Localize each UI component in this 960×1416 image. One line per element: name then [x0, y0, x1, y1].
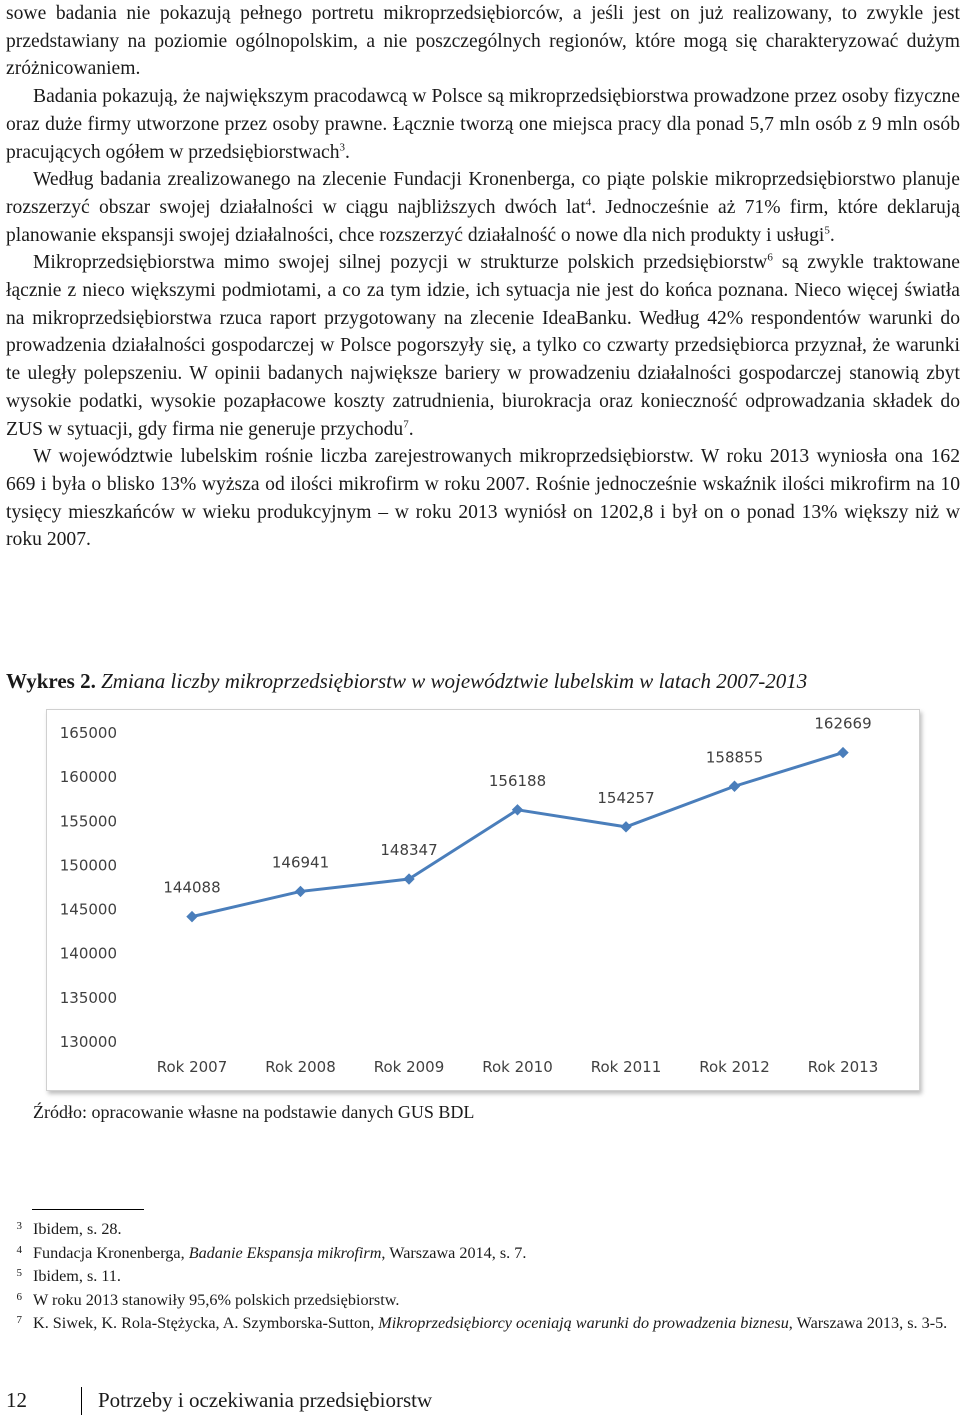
y-tick-label: 145000	[59, 900, 117, 919]
paragraph-2-text: Badania pokazują, że największym pracodawcą w Polsce są mikroprzedsiębiorstwa prowadzone przez osoby fizyczne oraz duże firmy utworzone przez osoby prawne. Łącznie tworzą one miejsca pracy dla ponad 5,7 mln osób z 9 mln osób pracujących ogółem w przedsiębiorstwach	[6, 86, 960, 163]
data-label: 158855	[705, 748, 764, 767]
body-text	[6, 0, 960, 554]
figure-label: Wykres 2.	[6, 669, 96, 693]
paragraph-1	[6, 0, 960, 83]
footnote-number: 4	[16, 1243, 22, 1256]
x-tick-label: Rok 2012	[699, 1058, 770, 1076]
data-point-marker	[187, 912, 197, 922]
footnote-7	[6, 1312, 960, 1336]
data-label: 156188	[488, 771, 547, 790]
page-footer	[6, 1385, 906, 1415]
data-label: 146941	[271, 853, 330, 872]
y-tick-label: 130000	[59, 1033, 117, 1051]
y-tick-label: 165000	[59, 724, 117, 742]
footnote-ref-3: 3	[339, 140, 346, 153]
footnote-title: Badanie Ekspansja mikrofirm	[188, 1243, 382, 1262]
footnote-number: 5	[16, 1267, 22, 1279]
paragraph-3	[6, 166, 960, 249]
x-tick-label: Rok 2011	[590, 1058, 662, 1076]
data-label: 162669	[814, 714, 872, 733]
paragraph-4-text-a: Mikroprzedsiębiorstwa mimo swojej silnej pozycji w strukturze polskich przedsiębiorstw	[33, 252, 768, 274]
footnote-text: Ibidem, s. 11.	[33, 1267, 121, 1285]
data-point-marker	[838, 748, 848, 758]
footnote-ref-6: 6	[767, 251, 773, 264]
paragraph-4-text-b: są zwykle traktowane łącznie z nieco większymi podmiotami, a co za tym idzie, ich sytuacja nie jest do końca poznana. Nieco więcej światła na mikroprzedsiębiorstwa rzuca raport przygotowany na zlecenie IdeaBanku. Według 42% respondentów warunki do prowadzenia działalności gospodarczej w Polsce pogorszyły się, a tylko co czwarty przedsiębiorca przyznał, że warunki te uległy polepszeniu. W opinii badanych największe bariery w prowadzeniu działalności gospodarczej stanowią zbyt wysokie podatki, wysokie pozapłacowe koszty zatrudnienia, biurokracja oraz konieczność odprowadzania składek do ZUS w sytuacji, gdy firma nie generuje przychodu	[6, 252, 960, 440]
paragraph-3-text-a: Według badania zrealizowanego na zlecenie Fundacji Kronenberga, co piąte polskie mikroprzedsiębiorstwo planuje rozszerzyć obszar swojej działalności w ciągu najbliższych dwóch lat	[6, 169, 960, 218]
data-point-marker	[296, 886, 306, 896]
data-label: 148347	[380, 841, 438, 860]
footnote-number: 6	[16, 1290, 22, 1303]
footnote-text: W roku 2013 stanowiły 95,6% polskich przedsiębiorstw.	[33, 1290, 400, 1309]
paragraph-4-end: .	[408, 418, 414, 440]
footnote-text-end: , Warszawa 2014, s. 7.	[381, 1243, 527, 1262]
y-tick-label: 135000	[59, 988, 117, 1007]
footnote-text-end: , Warszawa 2013, s. 3-5.	[788, 1314, 948, 1332]
x-tick-label: Rok 2010	[482, 1058, 553, 1076]
data-label: 144088	[163, 878, 221, 897]
footnote-text: K. Siwek, K. Rola-Stężycka, A. Szymborska-Sutton,	[33, 1314, 379, 1332]
x-tick-label: Rok 2008	[265, 1058, 336, 1076]
page-number: 12	[6, 1388, 27, 1412]
figure-caption: Zmiana liczby mikroprzedsiębiorstw w województwie lubelskim w latach 2007-2013	[101, 669, 808, 693]
x-tick-label: Rok 2013	[807, 1058, 879, 1076]
footnote-title: Mikroprzedsiębiorcy oceniają warunki do prowadzenia biznesu	[378, 1314, 789, 1332]
footer-separator	[81, 1387, 82, 1415]
paragraph-5-text: W województwie lubelskim rośnie liczba zarejestrowanych mikroprzedsiębiorstw. W roku 2013 wyniosła ona 162 669 i była o blisko 13% wyższa od ilości mikrofirm w roku 2007. Rośnie jednocześnie wskaźnik ilości mikrofirm na 10 tysięcy mieszkańców w wieku produkcyjnym – w roku 2013 wyniósł on 1202,8 i był on o ponad 13% większy niż w roku 2007.	[6, 446, 960, 551]
paragraph-3-text-b: . Jednocześnie aż 71% firm, które deklarują planowanie ekspansji swojej działalności, chce rozszerzyć działalność o nowe dla nich produkty i usługi	[6, 196, 960, 246]
footnote-number: 7	[16, 1314, 22, 1326]
paragraph-5	[6, 443, 960, 554]
line-chart	[46, 709, 920, 1091]
x-tick-label: Rok 2009	[373, 1058, 445, 1076]
footnote-4	[6, 1242, 960, 1266]
running-title: Potrzeby i oczekiwania przedsiębiorstw	[98, 1388, 433, 1412]
paragraph-1-text: sowe badania nie pokazują pełnego portretu mikroprzedsiębiorców, a jeśli jest on już realizowany, to zwykle jest przedstawiany na poziomie ogólnopolskim, a nie poszczególnych regionów, które mogą się charakteryzować dużym zróżnicowaniem.	[6, 3, 960, 80]
footnote-5	[6, 1265, 960, 1289]
y-tick-label: 155000	[59, 812, 117, 831]
chart-svg	[47, 710, 919, 1090]
footnote-divider	[32, 1209, 144, 1210]
footnote-ref-4: 4	[585, 196, 592, 209]
figure-title	[6, 667, 946, 695]
y-tick-label: 140000	[59, 944, 117, 963]
paragraph-2-end: .	[345, 141, 350, 163]
footnote-6	[6, 1289, 960, 1313]
footnotes	[6, 1218, 960, 1336]
x-tick-label: Rok 2007	[156, 1058, 228, 1076]
footnote-number: 3	[16, 1220, 22, 1232]
figure-source: Źródło: opracowanie własne na podstawie danych GUS BDL	[33, 1102, 475, 1122]
paragraph-2	[6, 83, 960, 166]
data-point-marker	[621, 822, 631, 832]
footnote-text: Fundacja Kronenberga,	[33, 1243, 189, 1262]
y-tick-label: 160000	[59, 768, 117, 787]
footnote-ref-5: 5	[824, 224, 830, 237]
data-label: 154257	[597, 788, 655, 807]
paragraph-4	[6, 249, 960, 443]
paragraph-3-end: .	[829, 224, 835, 246]
data-point-marker	[730, 781, 740, 791]
footnote-text: Ibidem, s. 28.	[33, 1220, 122, 1238]
footnote-3	[6, 1218, 960, 1242]
y-tick-label: 150000	[59, 856, 117, 875]
footnote-ref-7: 7	[403, 418, 409, 431]
